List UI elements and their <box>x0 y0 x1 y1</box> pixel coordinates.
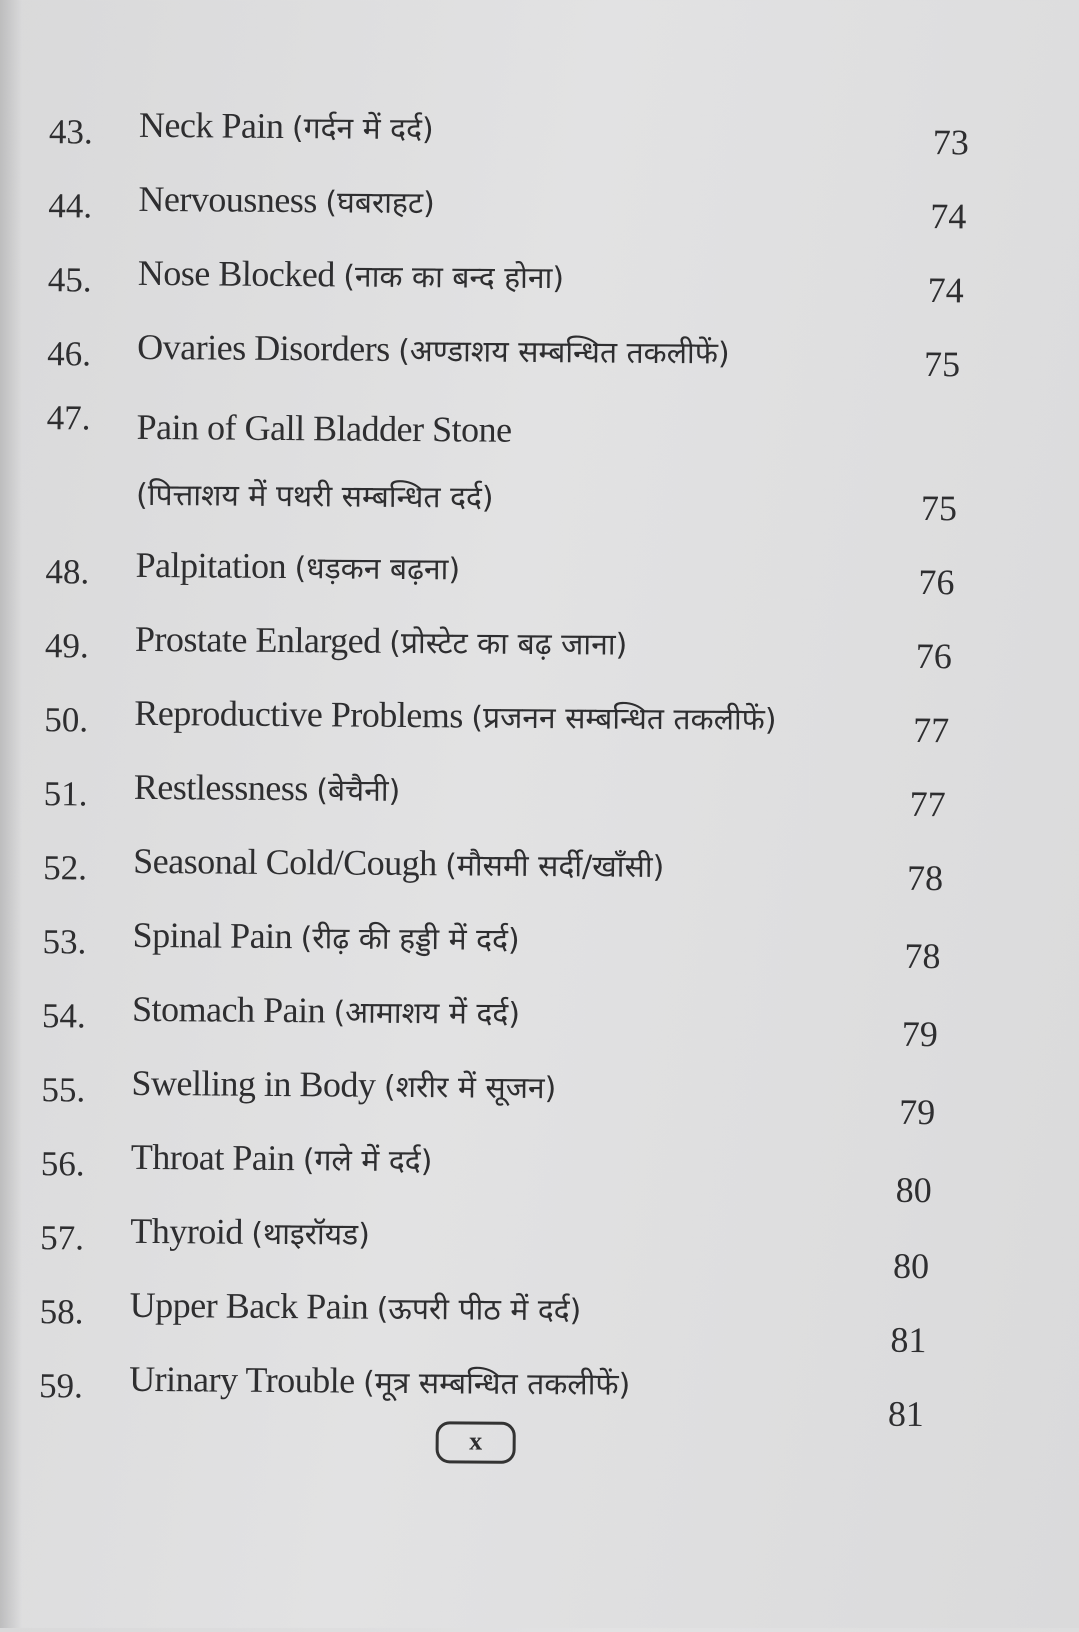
entry-page: 81 <box>890 1319 927 1361</box>
entry-number: 52. <box>43 848 88 888</box>
entry-title <box>131 1122 863 1201</box>
entry-number: 53. <box>42 922 87 962</box>
entry-number: 44. <box>48 186 93 226</box>
entry-title-english: Stomach Pain <box>131 988 326 1031</box>
entry-title <box>129 1344 855 1423</box>
toc-entry <box>38 1342 960 1435</box>
entry-number: 49. <box>44 626 89 666</box>
toc-entry <box>44 750 965 831</box>
entry-title-english: Ovaries Disorders <box>137 326 390 369</box>
entry-page: 76 <box>918 561 955 603</box>
entry-title <box>130 1196 860 1275</box>
entry-title-hindi: (गले में दर्द) <box>302 1143 433 1180</box>
entry-title-english: Neck Pain <box>138 104 284 146</box>
entry-title-english: Reproductive Problems <box>134 692 463 736</box>
entry-title-hindi: (आमाशय में दर्द) <box>333 995 521 1032</box>
entry-title <box>138 238 895 317</box>
entry-title <box>137 312 891 391</box>
entry-page: 79 <box>901 1013 939 1055</box>
entry-title-hindi: (रीढ़ की हड्डी में दर्द) <box>300 921 520 958</box>
toc-entry <box>49 88 970 169</box>
entry-title-english: Thyroid <box>130 1210 243 1252</box>
toc-entry <box>42 972 963 1053</box>
entry-number: 45. <box>47 260 92 300</box>
toc-entry <box>48 162 969 243</box>
entry-title-english: Urinary Trouble <box>129 1358 355 1401</box>
entry-number: 58. <box>39 1292 84 1332</box>
entry-title <box>132 974 869 1053</box>
entry-title <box>132 900 871 979</box>
entry-number: 59. <box>38 1366 84 1406</box>
entry-title <box>133 826 874 905</box>
toc-entry <box>48 236 969 317</box>
entry-title-hindi: (धड़कन बढ़ना) <box>294 551 461 588</box>
entry-title <box>135 604 883 683</box>
entry-page: 75 <box>923 344 961 385</box>
entry-page: 78 <box>906 857 944 899</box>
entry-title-hindi: (अण्डाशय सम्बन्धित तकलीफें) <box>398 333 730 372</box>
toc-entry <box>43 824 964 905</box>
table-of-contents <box>38 88 970 1435</box>
entry-title <box>136 394 888 535</box>
entry-title-english: Spinal Pain <box>132 914 293 957</box>
entry-title-hindi: (प्रोस्टेट का बढ़ जाना) <box>389 625 628 663</box>
entry-title-english: Nose Blocked <box>137 252 335 295</box>
entry-title-hindi: (घबराहट) <box>325 185 435 222</box>
entry-title <box>134 678 880 757</box>
entry-page: 75 <box>920 488 958 529</box>
entry-number: 54. <box>41 996 86 1036</box>
entry-title-english: Nervousness <box>138 178 318 221</box>
entry-number: 43. <box>48 112 93 152</box>
entry-page: 80 <box>895 1169 932 1211</box>
entry-title-hindi: (मौसमी सर्दी/खाँसी) <box>445 848 665 886</box>
entry-title-english: Swelling in Body <box>131 1062 376 1105</box>
entry-title-hindi: (पित्ताशय में पथरी सम्बन्धित दर्द) <box>135 477 494 516</box>
entry-number: 57. <box>40 1218 85 1258</box>
entry-title <box>139 90 900 169</box>
entry-title-hindi: (बेचैनी) <box>316 773 401 809</box>
entry-title-english: Prostate Enlarged <box>134 618 381 661</box>
entry-title-english: Pain of Gall Bladder Stone <box>136 406 512 450</box>
entry-title-english: Upper Back Pain <box>129 1284 369 1327</box>
entry-number: 47. <box>46 398 91 438</box>
entry-title <box>129 1270 857 1349</box>
entry-page: 73 <box>932 122 970 163</box>
entry-page: 77 <box>909 783 946 825</box>
entry-title <box>135 530 885 609</box>
entry-title-hindi: (गर्दन में दर्द) <box>291 111 434 148</box>
entry-title-english: Throat Pain <box>130 1136 295 1179</box>
entry-page: 77 <box>913 709 950 751</box>
entry-title-hindi: (ऊपरी पीठ में दर्द) <box>376 1291 582 1329</box>
entry-title-hindi: (मूत्र सम्बन्धित तकलीफें) <box>362 1365 631 1403</box>
entry-page: 78 <box>904 935 941 977</box>
entry-number: 50. <box>44 700 89 740</box>
entry-title-hindi: (थाइरॉयड) <box>251 1216 370 1253</box>
entry-number: 51. <box>43 774 88 814</box>
entry-title-english: Restlessness <box>133 766 308 809</box>
entry-page: 80 <box>892 1245 930 1287</box>
entry-page: 74 <box>930 196 967 237</box>
toc-entry <box>47 310 968 391</box>
entry-title-hindi: (शरीर में सूजन) <box>383 1069 557 1107</box>
toc-entry <box>45 602 966 683</box>
entry-title <box>134 752 877 831</box>
toc-entry <box>44 676 965 757</box>
entry-number: 48. <box>45 552 90 592</box>
entry-number: 55. <box>41 1070 86 1110</box>
entry-page: 79 <box>899 1091 936 1133</box>
entry-title-hindi: (नाक का बन्द होना) <box>343 259 565 297</box>
toc-entry <box>45 528 966 609</box>
toc-entry <box>46 384 967 535</box>
entry-page: 76 <box>915 635 953 677</box>
entry-title-english: Seasonal Cold/Cough <box>133 840 437 884</box>
entry-title-english: Palpitation <box>135 544 287 587</box>
toc-entry <box>39 1268 960 1361</box>
page-number-footer: x <box>436 1421 516 1464</box>
toc-entry <box>40 1194 961 1287</box>
entry-number: 46. <box>47 334 92 374</box>
toc-entry <box>41 1046 962 1133</box>
toc-entry <box>42 898 963 979</box>
entry-title <box>138 164 897 243</box>
entry-title-hindi: (प्रजनन सम्बन्धित तकलीफें) <box>471 700 777 738</box>
entry-page: 81 <box>887 1393 925 1435</box>
entry-page: 74 <box>927 270 964 311</box>
entry-number: 56. <box>40 1144 85 1184</box>
toc-entry <box>40 1120 962 1211</box>
entry-title <box>131 1048 866 1127</box>
